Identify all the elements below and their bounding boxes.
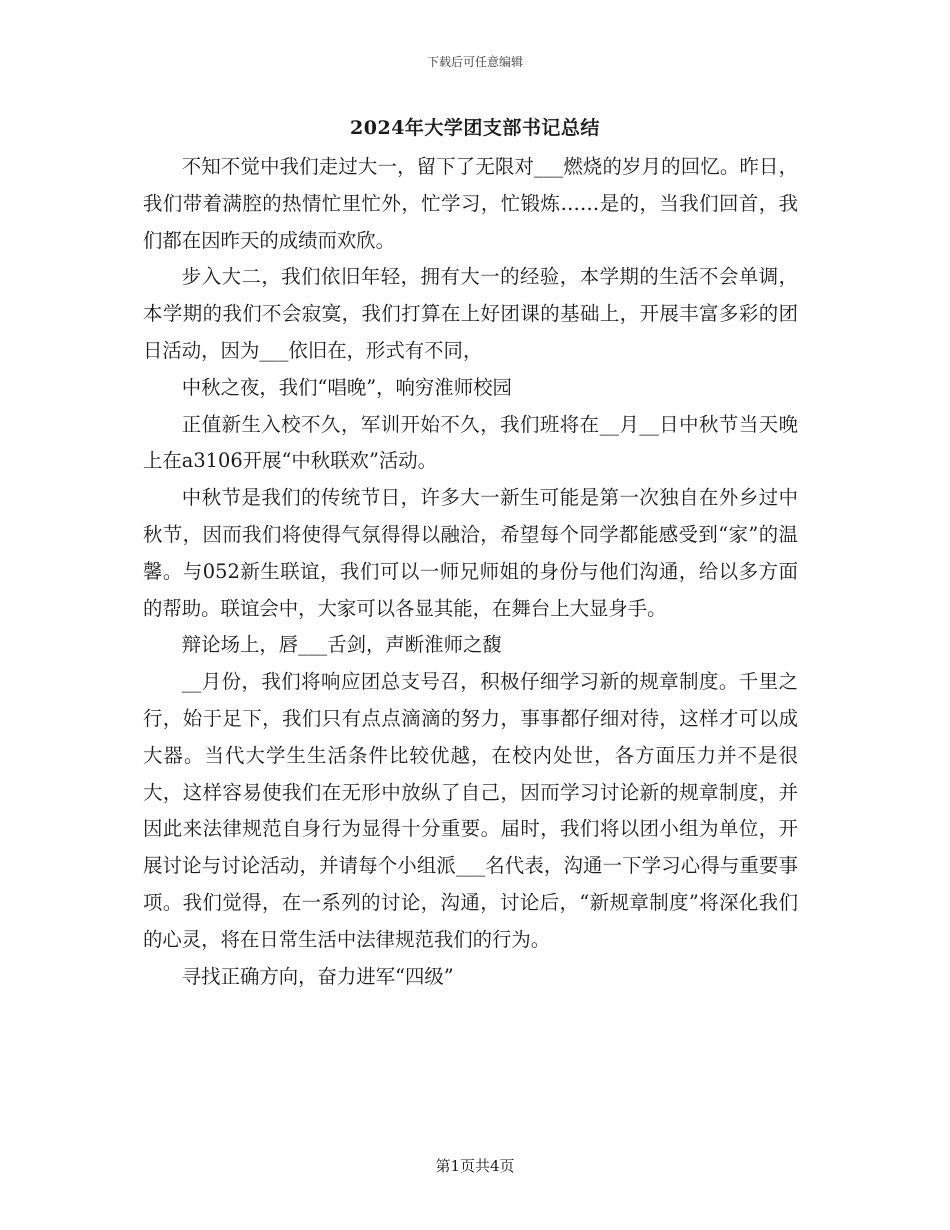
paragraph-1: 不知不觉中我们走过大一，留下了无限对___燃烧的岁月的回忆。昨日，我们带着满腔的热情忙里忙外，忙学习，忙锻炼……是的，当我们回首，我们都在因昨天的成绩而欢欣。 bbox=[143, 155, 798, 252]
paragraph-4: 中秋节是我们的传统节日，许多大一新生可能是第一次独自在外乡过中秋节，因而我们将使得气氛得得以融洽，希望每个同学都能感受到“家”的温馨。与052新生联谊，我们可以一师兄师姐的身份与他们沟通，给以多方面的帮助。联谊会中，大家可以各显其能，在舞台上大显身手。 bbox=[143, 486, 798, 620]
paragraph-3: 正值新生入校不久，军训开始不久，我们班将在__月__日中秋节当天晚上在a3106开展“中秋联欢”活动。 bbox=[143, 412, 798, 473]
document-body bbox=[143, 149, 798, 995]
section-heading-cet4: 寻找正确方向，奋力进军“四级” bbox=[181, 964, 454, 988]
paragraph-2: 步入大二，我们依旧年轻，拥有大一的经验，本学期的生活不会单调，本学期的我们不会寂寞，我们打算在上好团课的基础上，开展丰富多彩的团日活动，因为___依旧在，形式有不同， bbox=[143, 265, 798, 362]
paragraph-5: __月份，我们将响应团总支号召，积极仔细学习新的规章制度。千里之行，始于足下，我们只有点点滴滴的努力，事事都仔细对待，这样才可以成大器。当代大学生生活条件比较优越，在校内处世，各方面压力并不是很大，这样容易使我们在无形中放纵了自己，因而学习讨论新的规章制度，并因此来法律规范自身行为显得十分重要。届时，我们将以团小组为单位，开展讨论与讨论活动，并请每个小组派___名代表，沟通一下学习心得与重要事项。我们觉得，在一系列的讨论，沟通，讨论后，“新规章制度”将深化我们的心灵，将在日常生活中法律规范我们的行为。 bbox=[143, 670, 798, 951]
section-heading-mid-autumn: 中秋之夜，我们“唱晚”，响穷淮师校园 bbox=[181, 375, 512, 399]
page-number: 第1页共4页 bbox=[435, 1157, 515, 1175]
header-note: 下载后可任意编辑 bbox=[426, 55, 523, 69]
document-title: 2024年大学团支部书记总结 bbox=[350, 117, 600, 139]
section-heading-debate: 辩论场上，唇___舌剑，声断淮师之馥 bbox=[181, 633, 502, 657]
